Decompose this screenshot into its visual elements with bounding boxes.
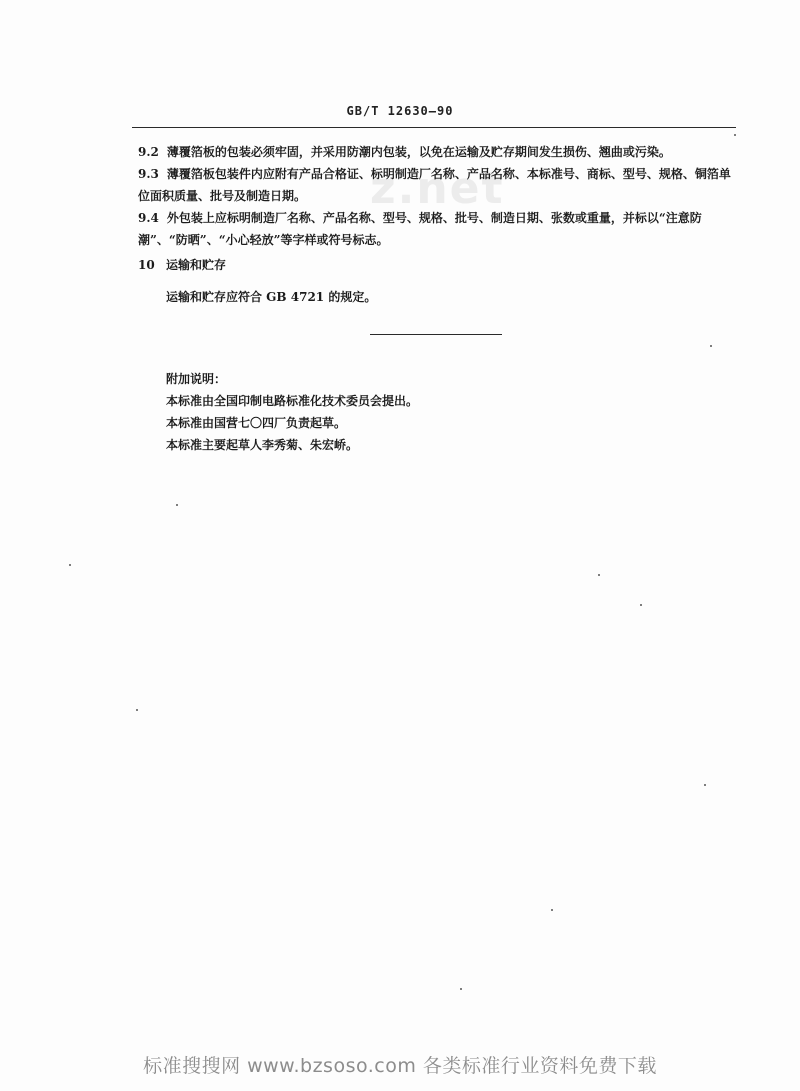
- scan-speck: [69, 564, 71, 566]
- clause-text: 薄覆箔板包装件内应附有产品合格证、标明制造厂名称、产品名称、本标准号、商标、型号、规格、铜箔单位面积质量、批号及制造日期。: [138, 167, 731, 203]
- clause-9-4: [138, 207, 738, 251]
- scan-speck: [710, 345, 712, 347]
- scan-speck: [136, 709, 138, 711]
- standard-number-header: GB/T 12630—90: [346, 104, 454, 118]
- notes-line: 本标准由国营七〇四厂负责起草。: [166, 416, 347, 430]
- header-divider: [132, 127, 736, 128]
- scan-speck: [734, 134, 736, 136]
- notes-heading: 附加说明：: [166, 372, 227, 386]
- scan-speck: [640, 604, 642, 606]
- notes-line: 本标准主要起草人李秀菊、朱宏峤。: [166, 438, 359, 452]
- scan-speck: [176, 504, 178, 506]
- section-title: 运输和贮存: [166, 258, 227, 272]
- section-10-heading: [138, 254, 226, 276]
- section-10-body: 运输和贮存应符合 GB 4721 的规定。: [166, 290, 377, 304]
- footer-watermark: 标准搜搜网 www.bzsoso.com 各类标准行业资料免费下载: [143, 1055, 657, 1077]
- scan-speck: [460, 988, 462, 990]
- scan-speck: [704, 784, 706, 786]
- section-number: 10: [138, 258, 155, 272]
- notes-line: 本标准由全国印制电路标准化技术委员会提出。: [166, 394, 419, 408]
- clause-number: 9.2: [138, 145, 159, 159]
- clause-number: 9.3: [138, 167, 159, 181]
- additional-notes: [166, 368, 418, 456]
- end-of-standard-rule: [370, 334, 502, 335]
- scan-speck: [551, 909, 553, 911]
- clause-text: 外包装上应标明制造厂名称、产品名称、型号、规格、批号、制造日期、张数或重量，并标以“注意防潮”、“防晒”、“小心轻放”等字样或符号标志。: [138, 211, 702, 247]
- scan-speck: [598, 574, 600, 576]
- clause-9-3: [138, 163, 738, 207]
- watermark-text: z.net: [370, 163, 505, 214]
- clause-number: 9.4: [138, 211, 159, 225]
- clause-9-2: [138, 141, 738, 163]
- clause-text: 薄覆箔板的包装必须牢固，并采用防潮内包装，以免在运输及贮存期间发生损伤、翘曲或污染。: [166, 145, 671, 159]
